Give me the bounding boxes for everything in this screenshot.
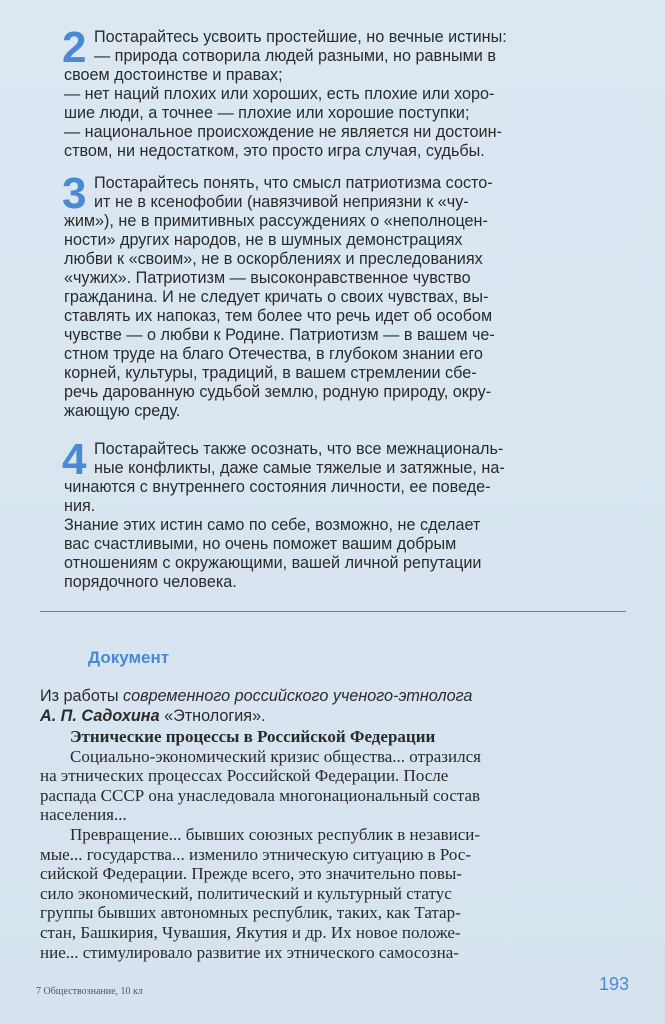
point-4-line: Знание этих истин само по себе, возможно, не сделает xyxy=(64,516,481,534)
point-3-line: жим»), не в примитивных рассуждениях о «неполноцен- xyxy=(64,212,488,230)
point-2-line: шие люди, а точнее — плохие или хорошие поступки; xyxy=(64,104,470,122)
point-2 xyxy=(62,23,624,161)
page-number: 193 xyxy=(598,974,629,994)
point-4-number: 4 xyxy=(62,435,87,484)
doc-line: группы бывших автономных республик, таких, как Татар- xyxy=(40,903,461,923)
document-title: Этнические процессы в Российской Федерации xyxy=(70,727,436,746)
point-3-line: ит не в ксенофобии (навязчивой неприязни к «чу- xyxy=(94,193,469,211)
point-3-line: гражданина. И не следует кричать о своих чувствах, вы- xyxy=(64,288,489,306)
doc-line: населения... xyxy=(40,805,127,825)
point-2-number: 2 xyxy=(62,23,87,72)
point-4-line: чинаются с внутреннего состояния личности, ее поведе- xyxy=(64,478,491,496)
doc-line: ние... стимулировало развитие их этнического самосозна- xyxy=(40,942,459,962)
point-4-line: вас счастливыми, но очень поможет вашим добрым xyxy=(64,535,457,553)
point-3-line: «чужих». Патриотизм — высоконравственное чувство xyxy=(64,269,471,287)
point-2-line: Постарайтесь усвоить простейшие, но вечные истины: xyxy=(94,28,507,46)
intro-prefix: Из работы xyxy=(40,687,124,705)
doc-line: Превращение... бывших союзных республик в независи- xyxy=(70,824,481,844)
point-4-line: ния. xyxy=(64,497,96,515)
intro-work: «Этнология». xyxy=(159,707,266,725)
point-4 xyxy=(62,435,624,592)
doc-line: сийской Федерации. Прежде всего, это значительно повы- xyxy=(40,864,462,884)
point-4-line: порядочного человека. xyxy=(64,573,237,591)
doc-line: мые... государства... изменило этническую ситуацию в Рос- xyxy=(40,844,471,864)
point-3-line: чувстве — о любви к Родине. Патриотизм — в вашем че- xyxy=(64,326,495,344)
point-2-line: — национальное происхождение не является ни достоин- xyxy=(64,123,502,141)
section-divider xyxy=(40,611,626,612)
doc-line: стан, Башкирия, Чувашия, Якутия и др. Их новое положе- xyxy=(40,922,461,942)
intro-italic: современного российского ученого-этнолога xyxy=(123,687,473,705)
point-3-line: речь дарованную судьбой землю, родную природу, окру- xyxy=(64,383,492,401)
point-4-line: Постарайтесь также осознать, что все межнациональ- xyxy=(94,440,504,458)
point-2-line: ством, ни недостатком, это просто игра случая, судьбы. xyxy=(64,142,485,160)
point-3-line: корней, культуры, традиций, в вашем стремлении сбе- xyxy=(64,364,477,382)
point-3-number: 3 xyxy=(62,169,87,218)
point-3-line: ности» других народов, не в шумных демонстрациях xyxy=(64,231,463,249)
footer-note: 7 Обществознание, 10 кл xyxy=(36,986,143,997)
point-3-line: жающую среду. xyxy=(64,402,181,420)
document-body xyxy=(40,727,626,962)
doc-line: сило экономический, политический и культурный статус xyxy=(40,883,452,903)
point-3-line: любви к «своим», не в оскорблениях и преследованиях xyxy=(64,250,483,268)
point-2-line: — природа сотворила людей разными, но равными в xyxy=(94,47,496,65)
point-3-line: стном труде на благо Отечества, в глубоком знании его xyxy=(64,345,483,363)
doc-line: на этнических процессах Российской Федерации. После xyxy=(40,766,449,786)
point-2-line: — нет наций плохих или хороших, есть плохие или хоро- xyxy=(64,85,495,103)
point-3-line: Постарайтесь понять, что смысл патриотизма состо- xyxy=(94,174,493,192)
document-intro xyxy=(40,686,626,726)
point-4-line: отношениям с окружающими, вашей личной репутации xyxy=(64,554,482,572)
point-3 xyxy=(62,169,624,421)
doc-line: распада СССР она унаследовала многонациональный состав xyxy=(40,785,481,805)
doc-line: Социально-экономический кризис общества... отразился xyxy=(70,746,481,766)
intro-author: А. П. Садохина xyxy=(40,707,160,725)
point-4-line: ные конфликты, даже самые тяжелые и затяжные, на- xyxy=(94,459,505,477)
document-heading: Документ xyxy=(88,648,170,667)
point-2-line: своем достоинстве и правах; xyxy=(64,66,283,84)
point-3-line: ставлять их напоказ, тем более что речь идет об особом xyxy=(64,307,493,325)
